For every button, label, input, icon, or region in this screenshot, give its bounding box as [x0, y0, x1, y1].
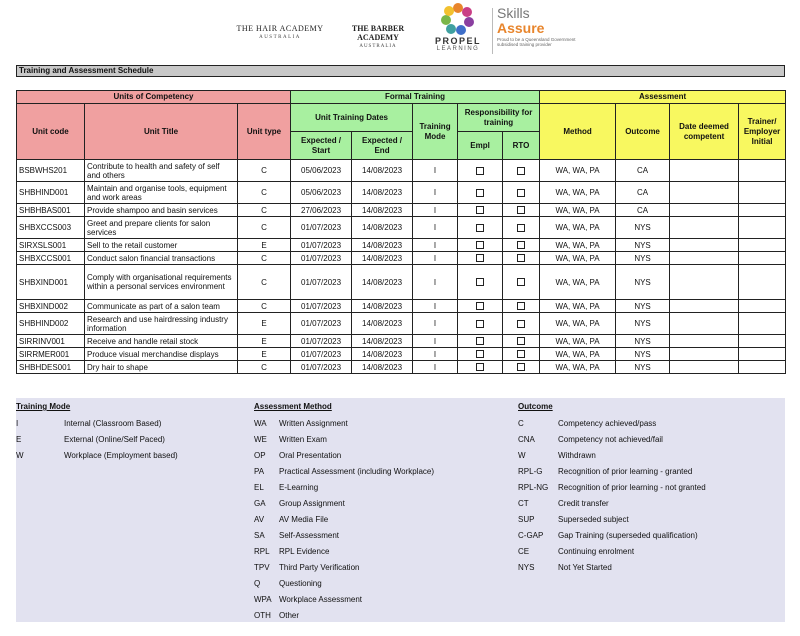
expected-end-header: Expected / End — [352, 132, 413, 160]
skills-assure-logo: Skills Assure Proud to be a Queensland Government subsidised training provider — [497, 5, 576, 47]
rto-checkbox[interactable] — [517, 337, 525, 345]
start-date-cell: 01/07/2023 — [291, 252, 352, 265]
empl-cell — [458, 182, 503, 204]
table-row — [17, 217, 786, 239]
legend-item — [518, 498, 778, 514]
legend-description: Written Assignment — [279, 419, 348, 428]
legend-description: Other — [279, 611, 300, 620]
unit-type-cell: E — [238, 348, 291, 361]
outcome-cell: CA — [616, 160, 670, 182]
unit-title-cell: Provide shampoo and basin services — [85, 204, 238, 217]
table-row — [17, 348, 786, 361]
method-cell: WA, WA, PA — [540, 252, 616, 265]
unit-training-dates-header: Unit Training Dates — [291, 104, 413, 132]
legend-item — [254, 546, 514, 562]
legend-code: OP — [254, 451, 266, 460]
outcome-cell: NYS — [616, 348, 670, 361]
trainer-initial-cell[interactable] — [739, 335, 786, 348]
start-date-cell: 01/07/2023 — [291, 361, 352, 374]
rto-cell — [503, 252, 540, 265]
unit-code-cell: SHBXIND001 — [17, 265, 85, 300]
assessment-header: Assessment — [540, 91, 786, 104]
responsibility-header: Responsibility for training — [458, 104, 540, 132]
flower-icon — [441, 2, 475, 36]
date-deemed-cell[interactable] — [670, 335, 739, 348]
unit-code-cell: SHBXIND002 — [17, 300, 85, 313]
training-mode-cell: I — [413, 361, 458, 374]
start-date-cell: 01/07/2023 — [291, 335, 352, 348]
legend-item — [16, 434, 246, 450]
rto-cell — [503, 204, 540, 217]
date-deemed-cell[interactable] — [670, 239, 739, 252]
training-mode-cell: I — [413, 348, 458, 361]
method-cell: WA, WA, PA — [540, 313, 616, 335]
legend-description: Written Exam — [279, 435, 327, 444]
empl-checkbox[interactable] — [476, 363, 484, 371]
outcome-legend: Outcome C Competency achieved/pass CNA Competency not achieved/fail W Withdrawn RPL-G Recognition of prior learning - granted RPL-NG Recognition of prior learning - not granted CT Credit transfer SUP Superseded subject C-GAP Gap Training (superseded qualification) CE Continuing enrolment NYS Not Yet Started — [518, 402, 778, 578]
legend-code: RPL — [254, 547, 270, 556]
legend-code: W — [518, 451, 526, 460]
unit-code-cell: SHBXCCS003 — [17, 217, 85, 239]
empl-cell — [458, 300, 503, 313]
legend-code: NYS — [518, 563, 535, 572]
table-row — [17, 239, 786, 252]
unit-title-cell: Dry hair to shape — [85, 361, 238, 374]
unit-type-cell: E — [238, 239, 291, 252]
date-deemed-cell[interactable] — [670, 217, 739, 239]
date-deemed-cell[interactable] — [670, 348, 739, 361]
trainer-initial-cell[interactable] — [739, 300, 786, 313]
trainer-initial-cell[interactable] — [739, 361, 786, 374]
legend-item — [254, 498, 514, 514]
rto-cell — [503, 160, 540, 182]
unit-code-cell: SIRRINV001 — [17, 335, 85, 348]
method-cell: WA, WA, PA — [540, 265, 616, 300]
empl-cell — [458, 160, 503, 182]
start-date-cell: 01/07/2023 — [291, 300, 352, 313]
rto-checkbox[interactable] — [517, 363, 525, 371]
legend-item — [254, 514, 514, 530]
rto-cell — [503, 239, 540, 252]
outcome-cell: NYS — [616, 313, 670, 335]
rto-checkbox[interactable] — [517, 241, 525, 249]
trainer-initial-cell[interactable] — [739, 348, 786, 361]
date-deemed-cell[interactable] — [670, 182, 739, 204]
legend-code: WE — [254, 435, 267, 444]
legend-code: CNA — [518, 435, 535, 444]
unit-type-cell: C — [238, 252, 291, 265]
empl-checkbox[interactable] — [476, 302, 484, 310]
logo-divider — [492, 8, 493, 54]
unit-type-cell: C — [238, 182, 291, 204]
rto-cell — [503, 335, 540, 348]
legend-description: Competency not achieved/fail — [558, 435, 663, 444]
rto-checkbox[interactable] — [517, 254, 525, 262]
date-deemed-cell[interactable] — [670, 252, 739, 265]
legend-description: External (Online/Self Paced) — [64, 435, 165, 444]
legend-code: SA — [254, 531, 265, 540]
outcome-header: Outcome — [616, 104, 670, 160]
method-cell: WA, WA, PA — [540, 300, 616, 313]
legend-code: WA — [254, 419, 267, 428]
training-mode-cell: I — [413, 182, 458, 204]
schedule-title: Training and Assessment Schedule — [16, 65, 785, 77]
end-date-cell: 14/08/2023 — [352, 361, 413, 374]
unit-type-cell: C — [238, 300, 291, 313]
rto-cell — [503, 217, 540, 239]
schedule-rows — [17, 160, 786, 374]
rto-checkbox[interactable] — [517, 189, 525, 197]
unit-type-cell: C — [238, 217, 291, 239]
unit-title-header: Unit Title — [85, 104, 238, 160]
method-cell: WA, WA, PA — [540, 204, 616, 217]
unit-type-cell: E — [238, 313, 291, 335]
empl-cell — [458, 348, 503, 361]
training-mode-cell: I — [413, 217, 458, 239]
formal-training-header: Formal Training — [291, 91, 540, 104]
legend-item — [254, 450, 514, 466]
unit-title-cell: Communicate as part of a salon team — [85, 300, 238, 313]
empl-cell — [458, 265, 503, 300]
unit-code-cell: SIRXSLS001 — [17, 239, 85, 252]
table-row — [17, 182, 786, 204]
legend-item — [16, 418, 246, 434]
date-deemed-cell[interactable] — [670, 160, 739, 182]
trainer-initial-header: Trainer/ Employer Initial — [739, 104, 786, 160]
end-date-cell: 14/08/2023 — [352, 204, 413, 217]
outcome-cell: NYS — [616, 265, 670, 300]
legend-description: Workplace Assessment — [279, 595, 362, 604]
legend-code: RPL-G — [518, 467, 543, 476]
outcome-cell: NYS — [616, 252, 670, 265]
unit-code-cell: BSBWHS201 — [17, 160, 85, 182]
method-cell: WA, WA, PA — [540, 348, 616, 361]
method-header: Method — [540, 104, 616, 160]
legend-item — [518, 434, 778, 450]
legend-item — [254, 466, 514, 482]
table-row — [17, 313, 786, 335]
legend-item — [254, 434, 514, 450]
date-deemed-cell[interactable] — [670, 265, 739, 300]
legend-item — [254, 482, 514, 498]
legend-code: W — [16, 451, 24, 460]
legend-description: Continuing enrolment — [558, 547, 635, 556]
rto-checkbox[interactable] — [517, 206, 525, 214]
training-mode-cell: I — [413, 252, 458, 265]
schedule-table — [16, 90, 786, 374]
rto-checkbox[interactable] — [517, 302, 525, 310]
legend-code: C — [518, 419, 524, 428]
end-date-cell: 14/08/2023 — [352, 300, 413, 313]
legend-item — [518, 418, 778, 434]
end-date-cell: 14/08/2023 — [352, 313, 413, 335]
rto-cell — [503, 313, 540, 335]
outcome-cell: CA — [616, 182, 670, 204]
start-date-cell: 01/07/2023 — [291, 348, 352, 361]
rto-cell — [503, 300, 540, 313]
empl-checkbox[interactable] — [476, 337, 484, 345]
legend-item — [518, 466, 778, 482]
unit-type-cell: C — [238, 265, 291, 300]
end-date-cell: 14/08/2023 — [352, 335, 413, 348]
legend-description: E-Learning — [279, 483, 319, 492]
start-date-cell: 01/07/2023 — [291, 265, 352, 300]
trainer-initial-cell[interactable] — [739, 182, 786, 204]
unit-title-cell: Receive and handle retail stock — [85, 335, 238, 348]
end-date-cell: 14/08/2023 — [352, 160, 413, 182]
legend-description: Questioning — [279, 579, 322, 588]
trainer-initial-cell[interactable] — [739, 313, 786, 335]
unit-title-cell: Maintain and organise tools, equipment and work areas — [85, 182, 238, 204]
method-cell: WA, WA, PA — [540, 335, 616, 348]
empl-checkbox[interactable] — [476, 241, 484, 249]
date-deemed-cell[interactable] — [670, 204, 739, 217]
empl-cell — [458, 217, 503, 239]
legend-code: OTH — [254, 611, 271, 620]
legend-item — [518, 450, 778, 466]
training-mode-cell: I — [413, 239, 458, 252]
empl-checkbox[interactable] — [476, 224, 484, 232]
method-cell: WA, WA, PA — [540, 361, 616, 374]
hair-academy-logo: THE HAIR ACADEMY AUSTRALIA — [236, 24, 324, 40]
rto-cell — [503, 265, 540, 300]
date-deemed-cell[interactable] — [670, 361, 739, 374]
trainer-initial-cell[interactable] — [739, 204, 786, 217]
empl-checkbox[interactable] — [476, 320, 484, 328]
legend-code: EL — [254, 483, 264, 492]
training-mode-legend: Training Mode I Internal (Classroom Based) E External (Online/Self Paced) W Workplace (Employment based) — [16, 402, 246, 466]
legend-code: I — [16, 419, 19, 428]
legend-code: AV — [254, 515, 265, 524]
training-mode-cell: I — [413, 335, 458, 348]
start-date-cell: 05/06/2023 — [291, 182, 352, 204]
expected-start-header: Expected / Start — [291, 132, 352, 160]
unit-title-cell: Conduct salon financial transactions — [85, 252, 238, 265]
table-row — [17, 265, 786, 300]
date-deemed-cell[interactable] — [670, 313, 739, 335]
empl-checkbox[interactable] — [476, 278, 484, 286]
legend-code: CE — [518, 547, 530, 556]
legend-description: Withdrawn — [558, 451, 596, 460]
empl-checkbox[interactable] — [476, 206, 484, 214]
empl-cell — [458, 313, 503, 335]
legend-item — [518, 482, 778, 498]
empl-cell — [458, 252, 503, 265]
empl-header: Empl — [458, 132, 503, 160]
table-row — [17, 361, 786, 374]
unit-type-cell: C — [238, 160, 291, 182]
legend-code: RPL-NG — [518, 483, 549, 492]
table-row — [17, 300, 786, 313]
legend-item — [254, 578, 514, 594]
trainer-initial-cell[interactable] — [739, 217, 786, 239]
rto-cell — [503, 361, 540, 374]
legend-code: GA — [254, 499, 266, 508]
unit-code-cell: SIRRMER001 — [17, 348, 85, 361]
empl-checkbox[interactable] — [476, 189, 484, 197]
trainer-initial-cell[interactable] — [739, 239, 786, 252]
unit-type-cell: C — [238, 204, 291, 217]
end-date-cell: 14/08/2023 — [352, 239, 413, 252]
legend-code: PA — [254, 467, 265, 476]
legend-description: Third Party Verification — [279, 563, 360, 572]
legend-code: WPA — [254, 595, 272, 604]
rto-checkbox[interactable] — [517, 167, 525, 175]
legend-item — [518, 546, 778, 562]
outcome-cell: CA — [616, 204, 670, 217]
rto-cell — [503, 348, 540, 361]
training-mode-cell: I — [413, 204, 458, 217]
date-deemed-cell[interactable] — [670, 300, 739, 313]
rto-checkbox[interactable] — [517, 350, 525, 358]
legend-item — [254, 610, 514, 626]
unit-code-header: Unit code — [17, 104, 85, 160]
unit-code-cell: SHBHIND002 — [17, 313, 85, 335]
outcome-cell: NYS — [616, 217, 670, 239]
legend-item — [254, 594, 514, 610]
legend-description: Recognition of prior learning - not granted — [558, 483, 706, 492]
method-cell: WA, WA, PA — [540, 217, 616, 239]
legend-item — [518, 514, 778, 530]
unit-type-header: Unit type — [238, 104, 291, 160]
legend-description: Not Yet Started — [558, 563, 612, 572]
legend-description: AV Media File — [279, 515, 329, 524]
training-mode-cell: I — [413, 313, 458, 335]
logo-strip — [0, 0, 800, 60]
unit-code-cell: SHBHIND001 — [17, 182, 85, 204]
propel-learning-logo: PROPEL LEARNING — [430, 2, 486, 52]
training-mode-cell: I — [413, 160, 458, 182]
end-date-cell: 14/08/2023 — [352, 182, 413, 204]
method-cell: WA, WA, PA — [540, 160, 616, 182]
outcome-cell: NYS — [616, 239, 670, 252]
legend-item — [518, 562, 778, 578]
legend-code: CT — [518, 499, 529, 508]
rto-checkbox[interactable] — [517, 320, 525, 328]
trainer-initial-cell[interactable] — [739, 265, 786, 300]
unit-code-cell: SHBXCCS001 — [17, 252, 85, 265]
start-date-cell: 01/07/2023 — [291, 239, 352, 252]
legend-description: Internal (Classroom Based) — [64, 419, 162, 428]
start-date-cell: 27/06/2023 — [291, 204, 352, 217]
empl-checkbox[interactable] — [476, 254, 484, 262]
legend-code: SUP — [518, 515, 535, 524]
legend-description: Self-Assessment — [279, 531, 340, 540]
outcome-cell: NYS — [616, 300, 670, 313]
trainer-initial-cell[interactable] — [739, 252, 786, 265]
legend-description: Practical Assessment (including Workplace) — [279, 467, 435, 476]
outcome-cell: NYS — [616, 361, 670, 374]
legend-description: Superseded subject — [558, 515, 629, 524]
legend-description: Gap Training (superseded qualification) — [558, 531, 698, 540]
legend-description: RPL Evidence — [279, 547, 330, 556]
end-date-cell: 14/08/2023 — [352, 217, 413, 239]
unit-code-cell: SHBHDES001 — [17, 361, 85, 374]
table-row — [17, 335, 786, 348]
unit-title-cell: Produce visual merchandise displays — [85, 348, 238, 361]
legend-description: Competency achieved/pass — [558, 419, 657, 428]
legend-description: Group Assignment — [279, 499, 345, 508]
outcome-cell: NYS — [616, 335, 670, 348]
legend-item — [254, 530, 514, 546]
legend-description: Oral Presentation — [279, 451, 342, 460]
date-deemed-header: Date deemed competent — [670, 104, 739, 160]
unit-title-cell: Contribute to health and safety of self and others — [85, 160, 238, 182]
table-row — [17, 204, 786, 217]
legend-code: E — [16, 435, 22, 444]
empl-cell — [458, 239, 503, 252]
legend-item — [518, 530, 778, 546]
training-mode-header: Training Mode — [413, 104, 458, 160]
rto-header: RTO — [503, 132, 540, 160]
units-of-competency-header: Units of Competency — [17, 91, 291, 104]
barber-academy-logo: THE BARBER ACADEMY AUSTRALIA — [351, 24, 405, 49]
rto-checkbox[interactable] — [517, 224, 525, 232]
empl-checkbox[interactable] — [476, 350, 484, 358]
unit-code-cell: SHBHBAS001 — [17, 204, 85, 217]
legend-code: Q — [254, 579, 261, 588]
end-date-cell: 14/08/2023 — [352, 348, 413, 361]
legend-item — [254, 562, 514, 578]
assessment-method-legend: Assessment Method WA Written Assignment WE Written Exam OP Oral Presentation PA Practical Assessment (including Workplace) EL E-Learning GA Group Assignment AV AV Media File SA Self-Assessment RPL RPL Evidence TPV Third Party Verification Q Questioning WPA Workplace Assessment OTH Other — [254, 402, 514, 626]
unit-title-cell: Sell to the retail customer — [85, 239, 238, 252]
table-row — [17, 252, 786, 265]
rto-cell — [503, 182, 540, 204]
method-cell: WA, WA, PA — [540, 182, 616, 204]
training-mode-cell: I — [413, 265, 458, 300]
training-mode-cell: I — [413, 300, 458, 313]
unit-type-cell: E — [238, 335, 291, 348]
trainer-initial-cell[interactable] — [739, 160, 786, 182]
table-row — [17, 160, 786, 182]
legend-item — [254, 418, 514, 434]
unit-type-cell: C — [238, 361, 291, 374]
unit-title-cell: Comply with organisational requirements within a personal services environment — [85, 265, 238, 300]
legend-description: Credit transfer — [558, 499, 609, 508]
start-date-cell: 01/07/2023 — [291, 217, 352, 239]
start-date-cell: 05/06/2023 — [291, 160, 352, 182]
legend-code: TPV — [254, 563, 270, 572]
empl-checkbox[interactable] — [476, 167, 484, 175]
legend-item — [16, 450, 246, 466]
legend-panel — [16, 398, 785, 622]
empl-cell — [458, 335, 503, 348]
unit-title-cell: Greet and prepare clients for salon services — [85, 217, 238, 239]
end-date-cell: 14/08/2023 — [352, 265, 413, 300]
empl-cell — [458, 204, 503, 217]
rto-checkbox[interactable] — [517, 278, 525, 286]
legend-description: Recognition of prior learning - granted — [558, 467, 693, 476]
method-cell: WA, WA, PA — [540, 239, 616, 252]
unit-title-cell: Research and use hairdressing industry information — [85, 313, 238, 335]
end-date-cell: 14/08/2023 — [352, 252, 413, 265]
empl-cell — [458, 361, 503, 374]
legend-description: Workplace (Employment based) — [64, 451, 178, 460]
legend-code: C-GAP — [518, 531, 544, 540]
start-date-cell: 01/07/2023 — [291, 313, 352, 335]
